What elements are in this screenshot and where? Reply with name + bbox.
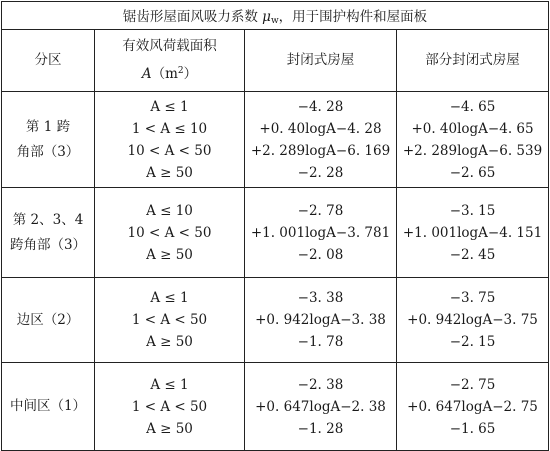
header-row <box>2 30 549 92</box>
closed-value: −2. 28 <box>297 164 344 181</box>
area-value: A ≥ 50 <box>146 334 193 350</box>
area-value: A ≥ 50 <box>146 246 193 263</box>
area-value: 1 < A ≤ 10 <box>131 120 208 137</box>
area-value: A ≤ 1 <box>150 376 189 393</box>
area-value: A ≤ 1 <box>150 290 189 306</box>
area-cell <box>95 92 245 188</box>
area-value: 1 < A < 50 <box>131 398 208 415</box>
zone-cell <box>2 278 95 363</box>
closed-value: +0. 40logA−4. 28 <box>259 120 382 137</box>
header-area-unit: （m <box>151 66 178 82</box>
header-partial: 部分封闭式房屋 <box>397 30 549 92</box>
closed-value: −1. 78 <box>297 334 344 350</box>
area-value: 1 < A < 50 <box>131 312 208 328</box>
header-closed: 封闭式房屋 <box>245 30 397 92</box>
zone-cell <box>2 363 95 451</box>
header-area-line2 <box>95 59 244 87</box>
table-row <box>2 363 549 451</box>
header-area-line1: 有效风荷载面积 <box>122 38 217 54</box>
partial-value: +1. 001logA−4. 151 <box>402 224 543 241</box>
closed-cell <box>245 278 397 363</box>
closed-cell <box>245 188 397 278</box>
title-suffix: ，用于围护构件和屋面板 <box>278 9 428 25</box>
area-value: A ≥ 50 <box>146 164 193 181</box>
header-area-sup: 2 <box>177 66 184 76</box>
area-value: A ≤ 1 <box>150 98 189 115</box>
wind-suction-coefficient-table <box>1 1 549 451</box>
zone-line1: 边区（2） <box>16 311 80 328</box>
partial-value: −1. 65 <box>449 420 496 437</box>
closed-value: +0. 647logA−2. 38 <box>255 398 386 415</box>
partial-value: −2. 75 <box>449 376 496 393</box>
partial-cell <box>397 92 549 188</box>
table-row <box>2 278 549 363</box>
area-value: A ≤ 10 <box>146 202 193 219</box>
partial-value: +0. 942logA−3. 75 <box>407 312 538 328</box>
area-cell <box>95 278 245 363</box>
closed-value: +2. 289logA−6. 169 <box>250 142 391 159</box>
partial-cell <box>397 278 549 363</box>
partial-cell <box>397 363 549 451</box>
partial-value: −2. 15 <box>449 334 496 350</box>
closed-value: −2. 78 <box>297 202 344 219</box>
title-subscript: w <box>270 16 279 26</box>
table-title <box>2 2 549 30</box>
closed-cell <box>245 92 397 188</box>
closed-value: +1. 001logA−3. 781 <box>250 224 391 241</box>
zone-line1: 第 1 跨 <box>25 118 71 135</box>
partial-value: −4. 65 <box>449 98 496 115</box>
title-symbol: μ <box>262 9 271 25</box>
zone-line2: 角部（3） <box>16 143 80 160</box>
closed-value: −3. 38 <box>297 290 344 306</box>
table-row <box>2 92 549 188</box>
closed-value: −1. 28 <box>297 420 344 437</box>
closed-value: −2. 08 <box>297 246 344 263</box>
header-area-close: ） <box>183 66 198 82</box>
partial-value: −3. 15 <box>449 202 496 219</box>
zone-cell <box>2 92 95 188</box>
zone-line1: 第 2、3、4 <box>12 211 84 228</box>
closed-cell <box>245 363 397 451</box>
zone-cell <box>2 188 95 278</box>
header-area <box>95 30 245 92</box>
area-value: 10 < A < 50 <box>127 224 212 241</box>
area-cell <box>95 188 245 278</box>
closed-value: −2. 38 <box>297 376 344 393</box>
zone-line2: 跨角部（3） <box>9 236 87 253</box>
table-title-row <box>2 2 549 30</box>
area-value: 10 < A < 50 <box>127 142 212 159</box>
header-zone: 分区 <box>2 30 95 92</box>
closed-value: −4. 28 <box>297 98 344 115</box>
area-cell <box>95 363 245 451</box>
title-text: 锯齿形屋面风吸力系数 <box>122 9 258 25</box>
area-value: A ≥ 50 <box>146 420 193 437</box>
table-row <box>2 188 549 278</box>
closed-value: +0. 942logA−3. 38 <box>255 312 386 328</box>
partial-value: +0. 40logA−4. 65 <box>411 120 534 137</box>
header-area-var: A <box>141 66 152 82</box>
zone-line1: 中间区（1） <box>9 398 87 414</box>
partial-value: −2. 65 <box>449 164 496 181</box>
partial-value: −2. 45 <box>449 246 496 263</box>
partial-value: +2. 289logA−6. 539 <box>402 142 543 159</box>
partial-cell <box>397 188 549 278</box>
partial-value: +0. 647logA−2. 75 <box>407 398 538 415</box>
partial-value: −3. 75 <box>449 290 496 306</box>
